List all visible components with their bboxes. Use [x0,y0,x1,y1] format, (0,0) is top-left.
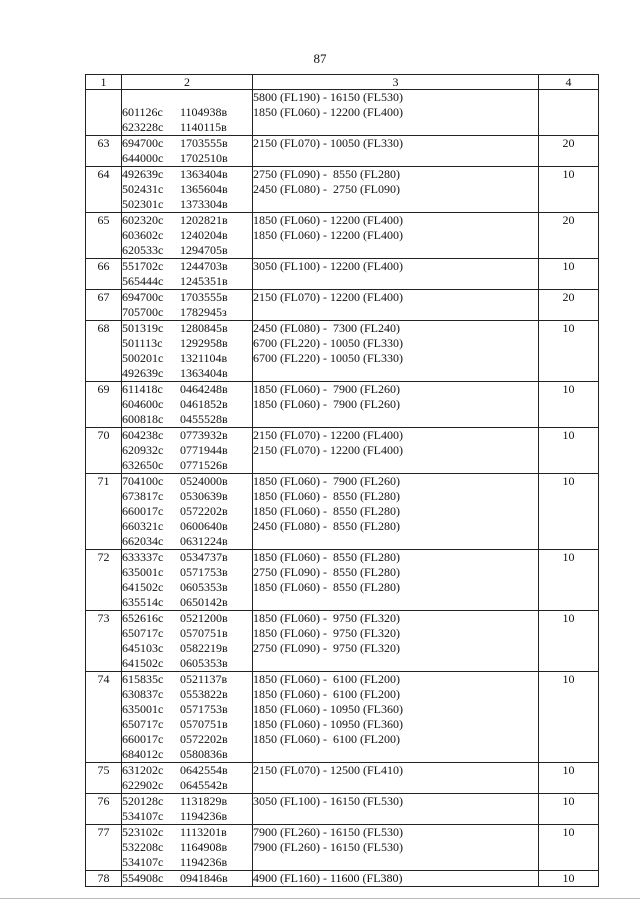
route-point [122,428,252,443]
flight-level-range: 1850 (FL060) - 9750 (FL320) [253,626,400,640]
row-number: 63 [86,136,122,167]
latitude: 705700с [122,305,164,319]
longitude: 0553822в [180,687,228,701]
latitude: 501319с [122,321,164,335]
route-point [122,443,252,458]
table-row [86,871,599,887]
route-point [122,534,252,549]
value-cell: 20 [539,213,599,259]
flight-levels-cell [253,672,539,763]
latitude: 601126с [122,105,163,119]
longitude: 0455528в [180,412,228,426]
latitude: 632650с [122,458,164,472]
longitude: 0570751в [180,626,228,640]
route-point [122,197,252,212]
longitude: 1194236в [180,809,228,823]
value-cell: 10 [539,672,599,763]
flight-level-range: 6700 (FL220) - 10050 (FL330) [253,336,403,350]
longitude: 1164908в [180,840,228,854]
latitude: 534107с [122,855,164,869]
longitude: 0650142в [180,595,228,609]
longitude: 1202821в [180,213,228,227]
latitude: 645103с [122,641,164,655]
route-point [122,259,252,274]
value-cell [539,90,599,136]
value-cell: 10 [539,871,599,887]
longitude: 0771944в [180,443,228,457]
longitude: 1365604в [180,182,228,196]
flight-level-range: 1850 (FL060) - 8550 (FL280) [253,504,400,518]
route-point [122,702,252,717]
flight-levels-cell [253,90,539,136]
flight-level-range: 7900 (FL260) - 16150 (FL530) [253,825,403,839]
route-point [122,336,252,351]
latitude: 501113с [122,336,163,350]
row-number: 70 [86,428,122,474]
latitude: 633337с [122,550,164,564]
latitude: 644000с [122,151,164,165]
longitude: 0582219в [180,641,228,655]
row-number: 74 [86,672,122,763]
route-point [122,351,252,366]
flight-level-range: 3050 (FL100) - 12200 (FL400) [253,259,403,273]
longitude: 0605353в [180,580,228,594]
route-point [122,474,252,489]
route-point [122,458,252,473]
longitude: 0534737в [180,550,228,564]
latitude: 523102с [122,825,164,839]
latitude: 620533с [122,243,164,257]
latitude: 500201с [122,351,164,365]
flight-levels-cell [253,167,539,213]
flight-level-range: 3050 (FL100) - 16150 (FL530) [253,794,403,808]
value-cell: 10 [539,550,599,611]
flight-level-range: 1850 (FL060) - 12200 (FL400) [253,105,403,119]
route-point [122,397,252,412]
longitude: 0572202в [180,504,228,518]
table-row [86,474,599,550]
flight-levels-cell [253,611,539,672]
value-cell: 10 [539,167,599,213]
value-cell: 10 [539,825,599,871]
latitude: 660017с [122,732,164,746]
route-point [122,274,252,289]
value-cell: 10 [539,474,599,550]
flight-level-range: 2750 (FL090) - 8550 (FL280) [253,565,400,579]
route-point [122,504,252,519]
flight-levels-cell [253,290,539,321]
route-points-cell [122,825,253,871]
latitude: 635001с [122,702,164,716]
table-row [86,290,599,321]
flight-level-range: 1850 (FL060) - 10950 (FL360) [253,702,403,716]
latitude: 551702с [122,259,164,273]
longitude: 0464248в [180,382,228,396]
route-point [122,672,252,687]
table-row [86,136,599,167]
latitude: 615835с [122,672,164,686]
longitude: 1140115в [180,120,227,134]
longitude: 1131829в [180,794,228,808]
route-point [122,412,252,427]
longitude: 0642554в [180,763,228,777]
route-points-cell [122,290,253,321]
longitude: 0571753в [180,702,228,716]
route-point [122,763,252,778]
flight-levels-cell [253,794,539,825]
route-point [122,855,252,870]
longitude: 1292958в [180,336,228,350]
route-points-cell [122,763,253,794]
route-point [122,382,252,397]
flight-level-range: 1850 (FL060) - 7900 (FL260) [253,397,400,411]
table-row [86,167,599,213]
flight-level-range: 1850 (FL060) - 12200 (FL400) [253,228,403,242]
longitude: 0941846в [180,871,228,885]
route-point [122,687,252,702]
flight-level-range: 6700 (FL220) - 10050 (FL330) [253,351,403,365]
row-number: 71 [86,474,122,550]
latitude: 641502с [122,580,164,594]
flight-level-range: 2450 (FL080) - 2750 (FL090) [253,182,400,196]
route-points-cell [122,871,253,887]
latitude: 660321с [122,519,164,533]
latitude: 492639с [122,167,164,181]
latitude: 635001с [122,565,164,579]
row-number: 66 [86,259,122,290]
longitude: 1245351в [180,274,228,288]
latitude: 635514с [122,595,164,609]
longitude: 0773932в [180,428,228,442]
route-points-cell [122,794,253,825]
value-cell: 10 [539,794,599,825]
latitude: 620932с [122,443,164,457]
flight-level-range: 4900 (FL160) - 11600 (FL380) [253,871,403,885]
route-point [122,626,252,641]
latitude: 534107с [122,809,164,823]
latitude: 532208с [122,840,164,854]
route-point [122,871,252,886]
longitude: 0571753в [180,565,228,579]
latitude: 600818с [122,412,164,426]
row-number: 69 [86,382,122,428]
longitude: 1104938в [180,105,228,119]
column-header: 4 [539,75,599,90]
route-points-cell [122,474,253,550]
flight-level-range: 2150 (FL070) - 12200 (FL400) [253,290,403,304]
latitude: 554908с [122,871,164,885]
longitude: 1244703в [180,259,228,273]
row-number: 75 [86,763,122,794]
latitude: 604600с [122,397,164,411]
value-cell: 10 [539,382,599,428]
route-points-cell [122,167,253,213]
latitude: 660017с [122,504,164,518]
latitude: 704100с [122,474,164,488]
table-row [86,550,599,611]
longitude: 0570751в [180,717,228,731]
route-point [122,305,252,320]
latitude: 652616с [122,611,164,625]
route-point [122,550,252,565]
route-point [122,120,252,135]
longitude: 0530639в [180,489,228,503]
route-table [85,74,599,887]
route-point [122,611,252,626]
table-row [86,213,599,259]
route-point [122,519,252,534]
flight-level-range: 2750 (FL090) - 9750 (FL320) [253,641,400,655]
value-cell: 10 [539,321,599,382]
flight-level-range: 1850 (FL060) - 9750 (FL320) [253,611,400,625]
table-row [86,259,599,290]
table-row [86,794,599,825]
flight-level-range: 1850 (FL060) - 8550 (FL280) [253,550,400,564]
page-number: 87 [313,51,327,66]
latitude: 694700с [122,290,164,304]
column-header: 1 [86,75,122,90]
table-row [86,763,599,794]
flight-level-range: 2150 (FL070) - 12200 (FL400) [253,428,403,442]
route-points-cell [122,428,253,474]
flight-levels-cell [253,871,539,887]
route-point [122,825,252,840]
route-points-cell [122,90,253,136]
latitude: 673817с [122,489,164,503]
longitude: 0521137в [180,672,228,686]
latitude: 650717с [122,626,164,640]
row-number: 68 [86,321,122,382]
row-number: 65 [86,213,122,259]
longitude: 1363404в [180,167,228,181]
latitude: 603602с [122,228,164,242]
longitude: 0631224в [180,534,228,548]
route-points-cell [122,321,253,382]
route-point [122,243,252,258]
route-point [122,809,252,824]
longitude: 1194236в [180,855,228,869]
longitude: 1280845в [180,321,228,335]
longitude: 0580836в [180,747,228,761]
longitude: 0461852в [180,397,228,411]
longitude: 1703555в [180,290,228,304]
flight-levels-cell [253,428,539,474]
flight-levels-cell [253,825,539,871]
route-point [122,595,252,610]
latitude: 684012с [122,747,164,761]
flight-levels-cell [253,550,539,611]
latitude: 623228с [122,120,164,134]
flight-level-range: 1850 (FL060) - 10950 (FL360) [253,717,403,731]
row-number: 72 [86,550,122,611]
route-point [122,794,252,809]
longitude: 1703555в [180,136,228,150]
latitude: 622902с [122,778,164,792]
route-points-cell [122,672,253,763]
flight-level-range: 7900 (FL260) - 16150 (FL530) [253,840,403,854]
latitude: 641502с [122,656,164,670]
route-point [122,290,252,305]
latitude: 611418с [122,382,163,396]
latitude: 492639с [122,366,164,380]
latitude: 662034с [122,534,164,548]
table-row [86,825,599,871]
route-point [122,136,252,151]
flight-level-range: 2750 (FL090) - 8550 (FL280) [253,167,400,181]
row-number: 77 [86,825,122,871]
flight-levels-cell [253,382,539,428]
flight-level-range: 1850 (FL060) - 6100 (FL200) [253,687,400,701]
route-points-cell [122,213,253,259]
spacer [122,90,252,105]
route-points-cell [122,136,253,167]
row-number: 76 [86,794,122,825]
longitude: 0645542в [180,778,228,792]
longitude: 1782945з [180,305,227,319]
route-point [122,151,252,166]
longitude: 0605353в [180,656,228,670]
longitude: 0600640в [180,519,228,533]
header-row [86,75,599,90]
longitude: 1702510в [180,151,228,165]
table-row [86,611,599,672]
table-row [86,321,599,382]
route-point [122,321,252,336]
table-row [86,672,599,763]
flight-levels-cell [253,213,539,259]
flight-level-range: 2150 (FL070) - 10050 (FL330) [253,136,403,150]
table-row [86,382,599,428]
table-body [86,90,599,887]
flight-level-range: 1850 (FL060) - 8550 (FL280) [253,580,400,594]
flight-level-range: 2150 (FL070) - 12200 (FL400) [253,443,403,457]
route-point [122,717,252,732]
row-number: 73 [86,611,122,672]
flight-level-range: 1850 (FL060) - 7900 (FL260) [253,382,400,396]
longitude: 0572202в [180,732,228,746]
latitude: 630837с [122,687,164,701]
route-points-cell [122,550,253,611]
flight-levels-cell [253,321,539,382]
flight-level-range: 1850 (FL060) - 12200 (FL400) [253,213,403,227]
longitude: 1294705в [180,243,228,257]
longitude: 1113201в [180,825,227,839]
route-point [122,228,252,243]
value-cell: 10 [539,763,599,794]
column-header: 2 [122,75,253,90]
route-points-cell [122,611,253,672]
value-cell: 10 [539,259,599,290]
route-point [122,747,252,762]
flight-level-range: 5800 (FL190) - 16150 (FL530) [253,90,403,104]
longitude: 1321104в [180,351,228,365]
flight-levels-cell [253,474,539,550]
latitude: 604238с [122,428,164,442]
page-edge-rule [0,898,640,899]
latitude: 694700с [122,136,164,150]
longitude: 0521200в [180,611,228,625]
flight-level-range: 1850 (FL060) - 6100 (FL200) [253,732,400,746]
flight-levels-cell [253,259,539,290]
route-point [122,167,252,182]
value-cell: 10 [539,611,599,672]
latitude: 502431с [122,182,164,196]
route-point [122,366,252,381]
route-points-cell [122,382,253,428]
route-point [122,778,252,793]
longitude: 1240204в [180,228,228,242]
row-number [86,90,122,136]
row-number: 67 [86,290,122,321]
longitude: 1373304в [180,197,228,211]
row-number: 64 [86,167,122,213]
flight-level-range: 2450 (FL080) - 8550 (FL280) [253,519,400,533]
route-point [122,489,252,504]
flight-level-range: 2450 (FL080) - 7300 (FL240) [253,321,400,335]
row-number: 78 [86,871,122,887]
route-point [122,840,252,855]
flight-levels-cell [253,136,539,167]
route-point [122,580,252,595]
route-point [122,565,252,580]
latitude: 602320с [122,213,164,227]
flight-level-range: 2150 (FL070) - 12500 (FL410) [253,763,403,777]
value-cell: 10 [539,428,599,474]
route-point [122,656,252,671]
route-point [122,641,252,656]
route-point [122,182,252,197]
latitude: 502301с [122,197,164,211]
flight-level-range: 1850 (FL060) - 8550 (FL280) [253,489,400,503]
longitude: 1363404в [180,366,228,380]
longitude: 0524000в [180,474,228,488]
latitude: 631202с [122,763,164,777]
route-point [122,213,252,228]
table-row [86,428,599,474]
value-cell: 20 [539,136,599,167]
latitude: 565444с [122,274,164,288]
column-header: 3 [253,75,539,90]
flight-level-range: 1850 (FL060) - 6100 (FL200) [253,672,400,686]
latitude: 650717с [122,717,164,731]
value-cell: 20 [539,290,599,321]
flight-levels-cell [253,763,539,794]
route-point [122,732,252,747]
route-points-cell [122,259,253,290]
table-row [86,90,599,136]
latitude: 520128с [122,794,164,808]
longitude: 0771526в [180,458,228,472]
route-point [122,105,252,120]
flight-level-range: 1850 (FL060) - 7900 (FL260) [253,474,400,488]
